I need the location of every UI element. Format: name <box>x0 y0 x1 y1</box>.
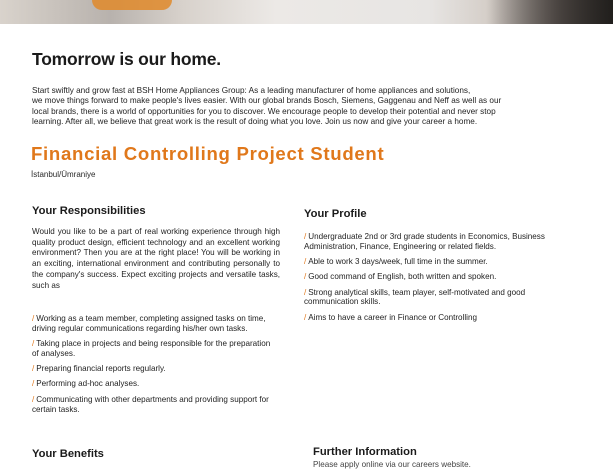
responsibilities-paragraph: Would you like to be a part of real working experience through high quality product design, efficient technology and an excellent working environment? Then you are at the right place! You will be working in an exciting, international environment and contributing personally to the company's success. Expect exciting projects and versatile tasks, such as <box>32 227 280 290</box>
list-item: / Performing ad-hoc analyses. <box>32 379 140 389</box>
slash-bullet: / <box>32 339 35 349</box>
slash-bullet: / <box>32 394 35 404</box>
job-location: İstanbul/Ümraniye <box>31 170 96 179</box>
benefits-heading: Your Benefits <box>32 448 104 460</box>
profile-list <box>304 232 572 328</box>
slash-bullet: / <box>304 287 307 297</box>
list-item: / Working as a team member, completing assigned tasks on time, driving regular communications regarding his/her own tasks. <box>32 314 266 333</box>
slash-bullet: / <box>32 314 35 323</box>
slash-bullet: / <box>304 272 307 282</box>
banner-photo-detail <box>486 0 613 24</box>
banner-orange-shape <box>92 0 172 10</box>
intro-line: Start swiftly and grow fast at BSH Home Appliances Group: As a leading manufacturer of home appliances and solutions, <box>32 86 471 95</box>
intro-line: we move things forward to make people's lives easier. With our global brands Bosch, Siemens, Gaggenau and Neff as well as our <box>32 96 502 106</box>
list-item: / Aims to have a career in Finance or Controlling <box>304 312 477 322</box>
slash-bullet: / <box>304 232 307 241</box>
slash-bullet: / <box>32 379 35 389</box>
profile-heading: Your Profile <box>304 208 367 220</box>
list-item: / Able to work 3 days/week, full time in the summer. <box>304 257 488 267</box>
list-item: / Preparing financial reports regularly. <box>32 364 166 374</box>
header-banner-photo <box>0 0 613 24</box>
list-item: / Undergraduate 2nd or 3rd grade students in Economics, Business Administration, Finance, Engineering or related fields. <box>304 232 545 251</box>
tagline: Tomorrow is our home. <box>32 49 221 69</box>
list-item: / Taking place in projects and being responsible for the preparation of analyses. <box>32 339 271 359</box>
slash-bullet: / <box>304 257 307 267</box>
list-item: / Communicating with other departments and providing support for certain tasks. <box>32 394 269 414</box>
further-information-heading: Further Information <box>313 446 417 458</box>
list-item: / Good command of English, both written and spoken. <box>304 272 497 282</box>
job-title: Financial Controlling Project Student <box>31 143 385 164</box>
slash-bullet: / <box>32 364 35 374</box>
intro-paragraph <box>32 86 584 128</box>
further-information-text: Please apply online via our careers website. <box>313 460 471 469</box>
intro-line: local brands, there is a world of opportunities for you to discover. We encourage people to develop their potential and never stop <box>32 106 496 116</box>
list-item: / Strong analytical skills, team player, self-motivated and good communication skills. <box>304 287 526 307</box>
intro-line: learning. After all, we believe that great work is the result of doing what you love. Join us now and give your career a home. <box>32 117 478 127</box>
responsibilities-heading: Your Responsibilities <box>32 205 146 217</box>
slash-bullet: / <box>304 312 307 322</box>
responsibilities-list <box>32 314 278 420</box>
